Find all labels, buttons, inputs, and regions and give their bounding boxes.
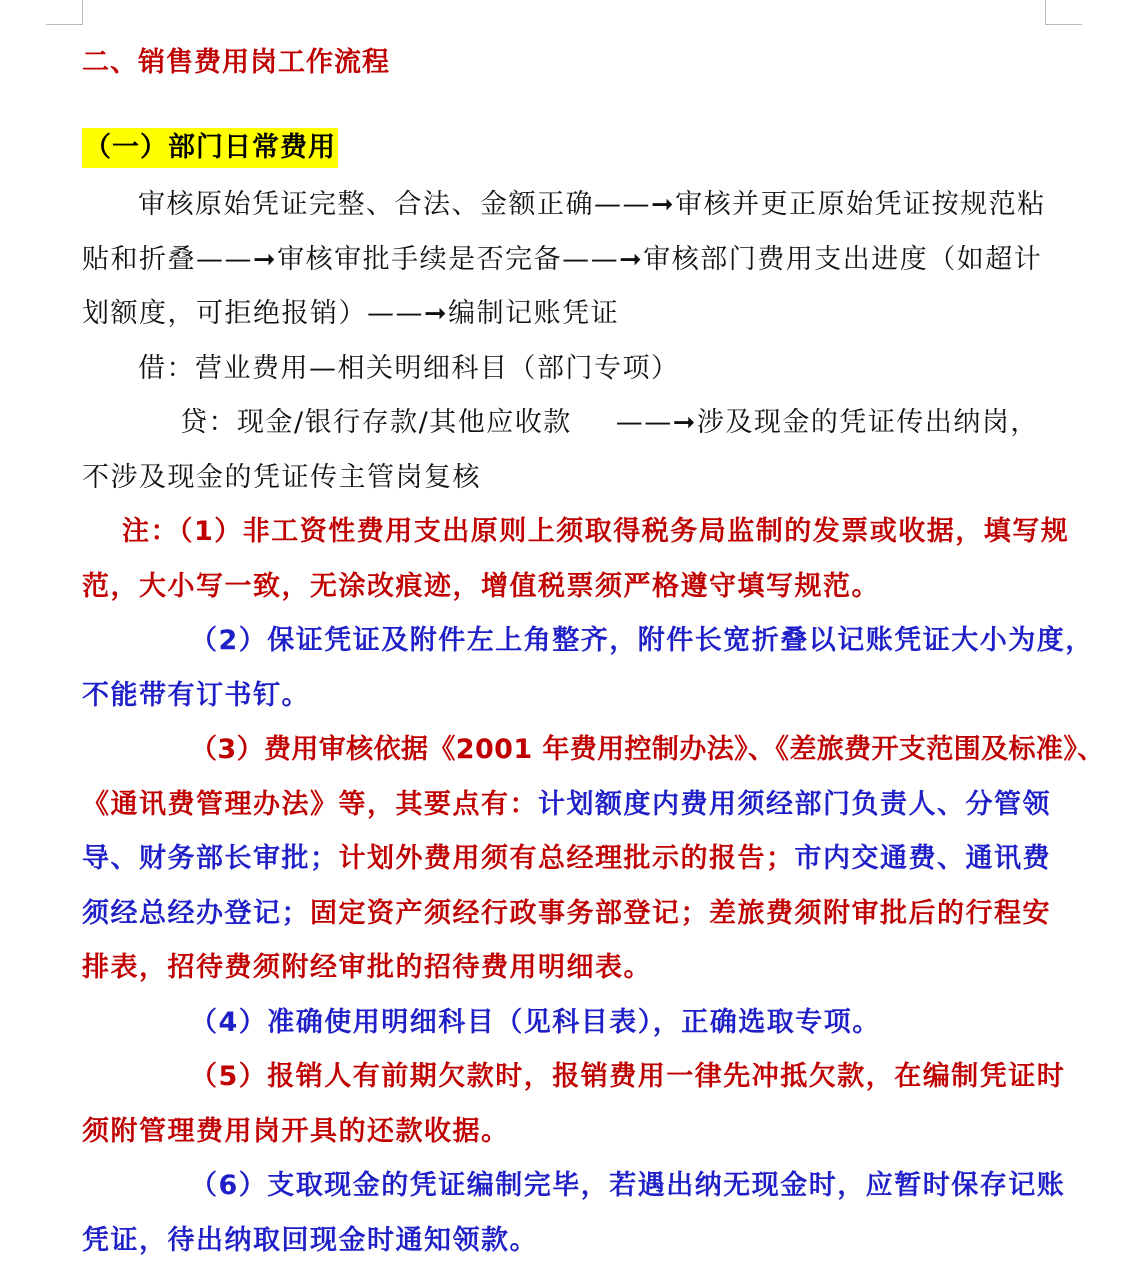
document-body xyxy=(82,36,1048,1268)
note-3-line-3-start: 导、财务部长审批； xyxy=(82,843,339,874)
note-1-line-1: 注：（1）非工资性费用支出原则上须取得税务局监制的发票或收据，填写规 xyxy=(82,505,1048,560)
process-line-1: 审核原始凭证完整、合法、金额正确——➞审核并更正原始凭证按规范粘 xyxy=(82,178,1048,233)
note-6-line-2: 凭证，待出纳取回现金时通知领款。 xyxy=(82,1214,1048,1268)
section-title: 二、销售费用岗工作流程 xyxy=(82,36,1048,90)
note-2-line-1: （2）保证凭证及附件左上角整齐，附件长宽折叠以记账凭证大小为度， xyxy=(82,614,1048,669)
note-3-line-4-blue: 须经总经办登记； xyxy=(82,898,310,929)
note-5-line-1: （5）报销人有前期欠款时，报销费用一律先冲抵欠款，在编制凭证时 xyxy=(82,1050,1048,1105)
note-3-line-2-red: 《通讯费管理办法》等，其要点有： xyxy=(82,789,538,820)
note-3-line-5: 排表，招待费须附经审批的招待费用明细表。 xyxy=(82,941,1048,996)
note-2-line-2: 不能带有订书钉。 xyxy=(82,669,1048,724)
debit-entry: 借：营业费用—相关明细科目（部门专项） xyxy=(82,342,1048,397)
credit-flow-line-2: 不涉及现金的凭证传主管岗复核 xyxy=(82,451,1048,506)
note-6-line-1: （6）支取现金的凭证编制完毕，若遇出纳无现金时，应暂时保存记账 xyxy=(82,1159,1048,1214)
note-3-line-3 xyxy=(82,832,1048,887)
note-3-line-4-red: 固定资产须经行政事务部登记；差旅费须附审批后的行程安 xyxy=(310,898,1051,929)
crop-mark-top-left-horizontal xyxy=(46,24,83,25)
subsection-title: （一）部门日常费用 xyxy=(82,128,338,168)
subsection-row xyxy=(82,124,1048,178)
process-line-3: 划额度，可拒绝报销）——➞编制记账凭证 xyxy=(82,287,1048,342)
note-3-line-4 xyxy=(82,887,1048,942)
note-3-line-2-blue: 计划额度内费用须经部门负责人、分管领 xyxy=(538,789,1051,820)
credit-flow: ——➞涉及现金的凭证传出纳岗， xyxy=(616,407,1039,438)
note-3-line-1: （3）费用审核依据《2001 年费用控制办法》、《差旅费开支范围及标准》、 xyxy=(82,723,1048,778)
credit-entry-row xyxy=(82,396,1048,451)
crop-mark-top-right-vertical xyxy=(1045,0,1046,24)
note-3-line-3-red: 计划外费用须有总经理批示的报告； xyxy=(339,843,795,874)
crop-mark-top-left-vertical xyxy=(82,0,83,24)
process-line-2: 贴和折叠——➞审核审批手续是否完备——➞审核部门费用支出进度（如超计 xyxy=(82,233,1048,288)
note-3-line-2 xyxy=(82,778,1048,833)
note-1-line-2: 范，大小写一致，无涂改痕迹，增值税票须严格遵守填写规范。 xyxy=(82,560,1048,615)
note-4: （4）准确使用明细科目（见科目表），正确选取专项。 xyxy=(82,996,1048,1051)
credit-entry: 贷：现金/银行存款/其他应收款 xyxy=(180,407,572,438)
note-5-line-2: 须附管理费用岗开具的还款收据。 xyxy=(82,1105,1048,1160)
crop-mark-top-right-horizontal xyxy=(1045,24,1082,25)
note-3-line-3-blue: 市内交通费、通讯费 xyxy=(795,843,1052,874)
